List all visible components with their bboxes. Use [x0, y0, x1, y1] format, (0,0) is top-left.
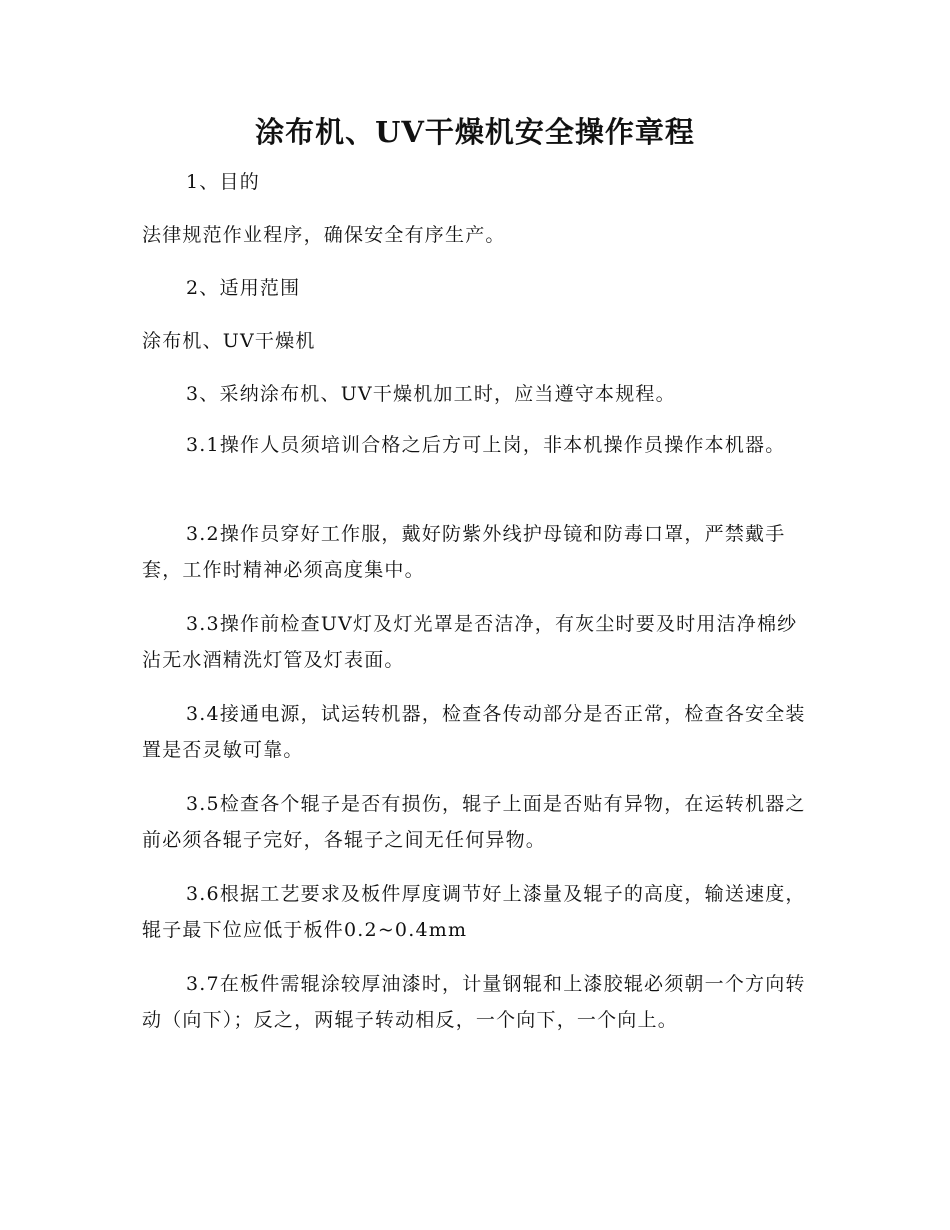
clause-3-6: 3.6根据工艺要求及板件厚度调节好上漆量及辊子的高度，输送速度，辊子最下位应低于板件0.2~0.4mm — [142, 883, 806, 941]
clause-3-7: 3.7在板件需辊涂较厚油漆时，计量钢辊和上漆胶辊必须朝一个方向转动（向下）；反之，两辊子转动相反，一个向下，一个向上。 — [142, 973, 806, 1031]
section-body-scope: 涂布机、UV干燥机 — [142, 330, 316, 352]
clause-3-5: 3.5检查各个辊子是否有损伤，辊子上面是否贴有异物，在运转机器之前必须各辊子完好，各辊子之间无任何异物。 — [142, 793, 806, 851]
section-heading-rules: 3、采纳涂布机、UV干燥机加工时，应当遵守本规程。 — [186, 383, 676, 405]
section-body-purpose: 法律规范作业程序，确保安全有序生产。 — [142, 224, 506, 246]
clause-3-4: 3.4接通电源，试运转机器，检查各传动部分是否正常，检查各安全装置是否灵敏可靠。 — [142, 703, 806, 761]
document-title: 涂布机、UV干燥机安全操作章程 — [255, 115, 695, 149]
clause-3-2: 3.2操作员穿好工作服，戴好防紫外线护母镜和防毒口罩，严禁戴手套，工作时精神必须高度集中。 — [142, 523, 786, 581]
section-heading-purpose: 1、目的 — [186, 171, 260, 193]
section-heading-scope: 2、适用范围 — [186, 277, 301, 299]
clause-3-1: 3.1操作人员须培训合格之后方可上岗，非本机操作员操作本机器。 — [186, 434, 786, 456]
clause-3-3: 3.3操作前检查UV灯及灯光罩是否洁净，有灰尘时要及时用洁净棉纱沾无水酒精洗灯管及灯表面。 — [142, 613, 798, 671]
